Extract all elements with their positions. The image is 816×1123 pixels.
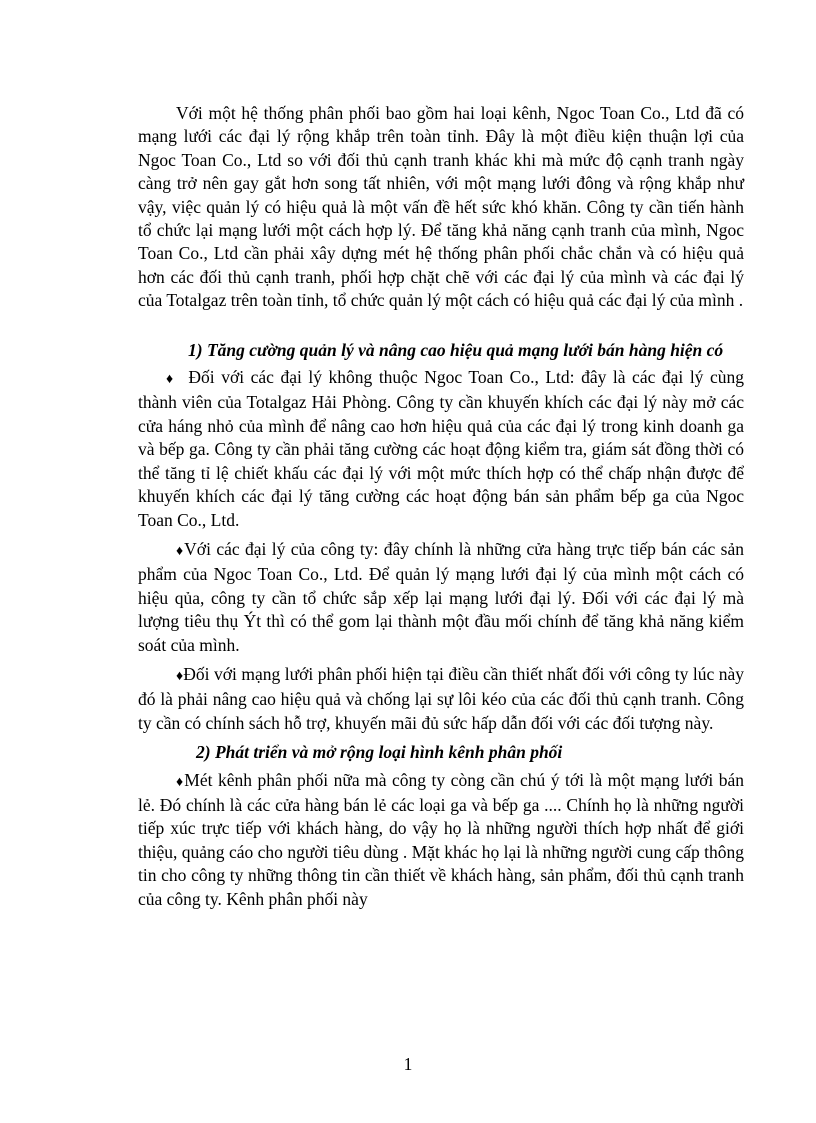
diamond-bullet-icon: ♦: [176, 774, 185, 790]
bullet-text: Với các đại lý của công ty: đây chính là những cửa hàng trực tiếp bán các sản phẩm của Ngoc Toan Co., Ltd. Để quản lý mạng lưới đại lý của mình một cách có hiệu qủa, công ty cần tổ chức sắp xếp lại mạng lưới đại lý. Đối với các đại lý mà lượng tiêu thụ Ýt thì có thể gom lại thành một đầu mối chính để tăng khả năng kiểm soát của mình.: [138, 538, 744, 655]
section-2-bullet-1: [138, 769, 744, 911]
section-1-bullet-3: [138, 663, 744, 735]
document-page: [138, 98, 744, 917]
section-1-bullet-2: [138, 538, 744, 657]
bullet-text: Đối với các đại lý không thuộc Ngoc Toan Co., Ltd: đây là các đại lý cùng thành viên của Totalgaz Hải Phòng. Công ty cần khuyến khích các đại lý này mở các cửa háng nhỏ của mình để nâng cao hơn hiệu quả của các đại lý trong kinh doanh ga và bếp ga. Công ty cần phải tăng cường các hoạt động kiểm tra, giám sát đồng thời có thể tăng tỉ lệ chiết khấu các đại lý với một mức thích hợp có thể chấp nhận được để khuyến khích các đại lý tăng cường các hoạt động bán sản phẩm bếp ga của Ngoc Toan Co., Ltd.: [138, 367, 744, 530]
section-1-heading: 1) Tăng cường quản lý và nâng cao hiệu quả mạng lưới bán hàng hiện có: [188, 339, 724, 360]
diamond-bullet-icon: ♦: [176, 668, 184, 684]
section-spacer: [138, 313, 744, 335]
section-1-bullet-1: [138, 366, 744, 532]
bullet-text: Mét kênh phân phối nữa mà công ty còng cần chú ý tới là một mạng lưới bán lẻ. Đó chính là các cửa hàng bán lẻ các loại ga và bếp ga .... Chính họ là những người tiếp xúc trực tiếp với khách hàng, do vậy họ là những người thích hợp nhất để giới thiệu, quảng cáo cho người tiêu dùng . Mặt khác họ lại là những người cung cấp thông tin cho công ty những thông tin cần thiết về khách hàng, sản phẩm, đối thủ cạnh tranh của công ty. Kênh phân phối này: [138, 769, 744, 909]
section-2-heading: 2) Phát triển và mở rộng loại hình kênh phân phối: [196, 742, 563, 763]
diamond-bullet-icon: ♦: [166, 372, 176, 388]
bullet-text: Đối với mạng lưới phân phối hiện tại điều cần thiết nhất đối với công ty lúc này đó là phải nâng cao hiệu quả và chống lại sự lôi kéo của các đối thủ cạnh tranh. Công ty cần có chính sách hỗ trợ, khuyến mãi đủ sức hấp dẫn đối với các đối tượng này.: [138, 663, 744, 733]
intro-paragraph: Với một hệ thống phân phối bao gồm hai loại kênh, Ngoc Toan Co., Ltd đã có mạng lưới các đại lý rộng khắp trên toàn tỉnh. Đây là một điều kiện thuận lợi của Ngoc Toan Co., Ltd so với đối thủ cạnh tranh khác khi mà mức độ cạnh tranh ngày càng trở nên gay gắt hơn song tất nhiên, với một mạng lưới đông và rộng khắp như vậy, việc quản lý có hiệu quả là một vấn đề hết sức khó khăn. Công ty cần tiến hành tổ chức lại mạng lưới một cách hợp lý. Để tăng khả năng cạnh tranh của mình, Ngoc Toan Co., Ltd cần phải xây dựng mét hệ thống phân phối chắc chắn và có hiệu quả hơn các đối thủ cạnh tranh, phối hợp chặt chẽ với các đại lý của mình và các đại lý của Totalgaz trên toàn tỉnh, tổ chức quản lý một cách có hiệu quả các đại lý của mình .: [138, 103, 744, 311]
diamond-bullet-icon: ♦: [176, 543, 185, 559]
page-number: 1: [403, 1054, 413, 1074]
